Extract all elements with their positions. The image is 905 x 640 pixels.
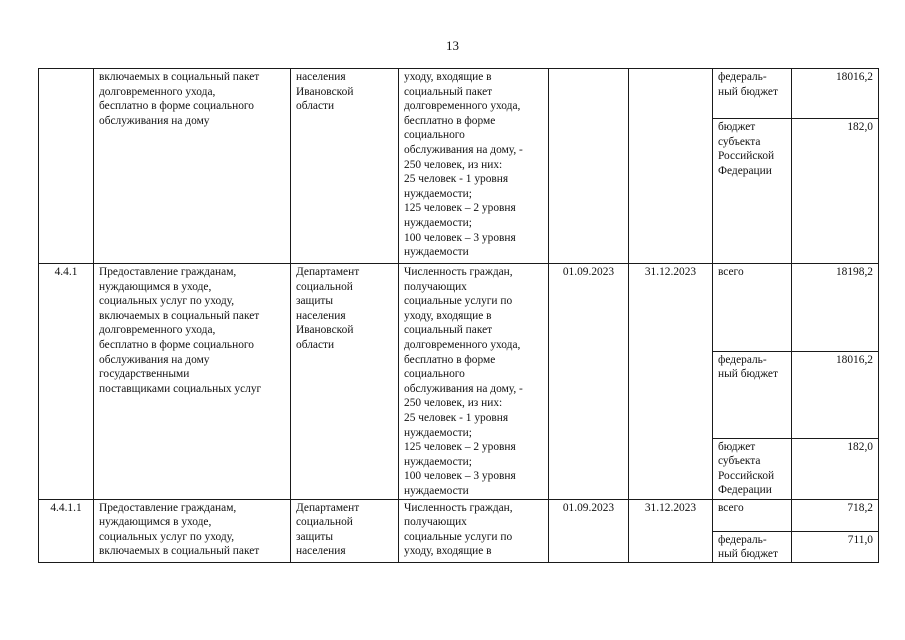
funding-amount-cell: 182,0 bbox=[792, 119, 879, 264]
funding-source-cell: федераль- ный бюджет bbox=[713, 351, 792, 438]
funding-source-cell: бюджет субъекта Российской Федерации bbox=[713, 438, 792, 499]
table-row bbox=[39, 264, 879, 352]
indicator-cell: уходу, входящие в социальный пакет долговременного ухода, бесплатно в форме социального обслуживания на дому, - 250 человек, из них: 25 человек - 1 уровня нуждаемости; 125 человек – 2 уровня нуждаемости; 100 человек – 3 уровня нуждаемости bbox=[399, 69, 549, 264]
funding-source-cell: федераль- ный бюджет bbox=[713, 531, 792, 562]
end-date-cell: 31.12.2023 bbox=[629, 499, 713, 562]
end-date-cell: 31.12.2023 bbox=[629, 264, 713, 500]
activity-name-cell: включаемых в социальный пакет долговременного ухода, бесплатно в форме социального обслуживания на дому bbox=[94, 69, 291, 264]
funding-amount-cell: 182,0 bbox=[792, 438, 879, 499]
funding-amount-cell: 18016,2 bbox=[792, 69, 879, 119]
funding-source-cell: всего bbox=[713, 499, 792, 531]
row-number-cell bbox=[39, 69, 94, 264]
row-number-cell: 4.4.1 bbox=[39, 264, 94, 500]
start-date-cell bbox=[549, 69, 629, 264]
indicator-cell: Численность граждан, получающих социальные услуги по уходу, входящие в социальный пакет долговременного ухода, бесплатно в форме социального обслуживания на дому, - 250 человек, из них: 25 человек - 1 уровня нуждаемости; 125 человек – 2 уровня нуждаемости; 100 человек – 3 уровня нуждаемости bbox=[399, 264, 549, 500]
funding-source-cell: бюджет субъекта Российской Федерации bbox=[713, 119, 792, 264]
end-date-cell bbox=[629, 69, 713, 264]
program-activities-table bbox=[38, 68, 879, 563]
funding-amount-cell: 18016,2 bbox=[792, 351, 879, 438]
executor-cell: Департамент социальной защиты населения bbox=[291, 499, 399, 562]
executor-cell: Департамент социальной защиты населения Ивановской области bbox=[291, 264, 399, 500]
activity-name-cell: Предоставление гражданам, нуждающимся в уходе, социальных услуг по уходу, включаемых в социальный пакет долговременного ухода, бесплатно в форме социального обслуживания на дому государственными поставщиками социальных услуг bbox=[94, 264, 291, 500]
funding-amount-cell: 711,0 bbox=[792, 531, 879, 562]
indicator-cell: Численность граждан, получающих социальные услуги по уходу, входящие в bbox=[399, 499, 549, 562]
table-row bbox=[39, 499, 879, 531]
funding-amount-cell: 18198,2 bbox=[792, 264, 879, 352]
start-date-cell: 01.09.2023 bbox=[549, 499, 629, 562]
executor-cell: населения Ивановской области bbox=[291, 69, 399, 264]
table-row bbox=[39, 69, 879, 119]
funding-source-cell: федераль- ный бюджет bbox=[713, 69, 792, 119]
row-number-cell: 4.4.1.1 bbox=[39, 499, 94, 562]
start-date-cell: 01.09.2023 bbox=[549, 264, 629, 500]
page-number: 13 bbox=[446, 38, 459, 53]
activity-name-cell: Предоставление гражданам, нуждающимся в уходе, социальных услуг по уходу, включаемых в социальный пакет bbox=[94, 499, 291, 562]
funding-amount-cell: 718,2 bbox=[792, 499, 879, 531]
funding-source-cell: всего bbox=[713, 264, 792, 352]
